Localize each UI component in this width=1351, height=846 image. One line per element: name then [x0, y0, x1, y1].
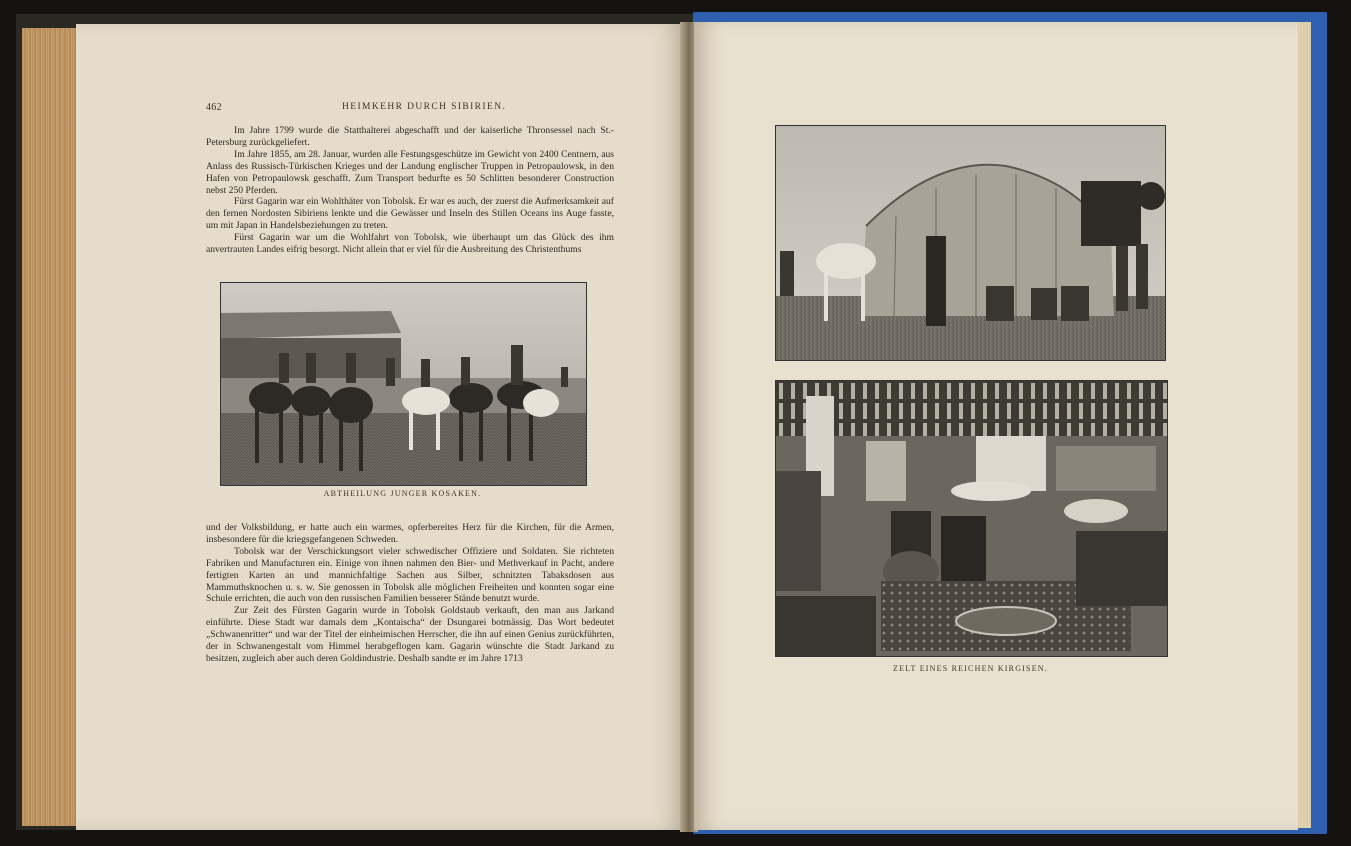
- paragraph: Zur Zeit des Fürsten Gagarin wurde in Tobolsk Goldstaub verkauft, den man aus Jarkand einführte. Diese Stadt war damals dem „Kontaischa“ der Dsungarei botmässig. Das Wort bedeutet „Schwanenritter“ und war der Titel der einheimischen Herrscher, die ihn auf einen Genius zurückführten, der in Schwanengestalt vom Himmel herabgeflogen kam. Gagarin wünschte die Stadt Jarkand zu besitzen, zugleich aber auch deren Goldindustrie. Deshalb sandte er im Jahre 1713: [206, 605, 614, 664]
- paragraph: und der Volksbildung, er hatte auch ein warmes, opferbereites Herz für die Kirchen, für die Armen, insbesondere für die kriegsgefangenen Schweden.: [206, 522, 614, 545]
- paragraph: Im Jahre 1855, am 28. Januar, wurden alle Festungsgeschütze im Gewicht von 2400 Centnern, aus Anlass des Russisch-Türkischen Krieges und der Landung englischer Truppen in Petropaulowsk, in den Hafen von Petropaulowsk geschafft. Zum Transport bedurfte es 50 Schlitten besonderer Construction nebst 250 Pferden.: [206, 148, 614, 196]
- paragraph: Fürst Gagarin war ein Wohlthäter von Tobolsk. Er war es auch, der zuerst die Aufmerksamkeit auf den fernen Nordosten Sibiriens lenkte und die Gewässer und Inseln des Stillen Oceans ins Auge fasste, um mit Japan in Handelsbeziehungen zu treten.: [206, 196, 614, 232]
- yurt-exterior-illustration: [775, 125, 1166, 361]
- paragraph: Fürst Gagarin war um die Wohlfahrt von Tobolsk, wie überhaupt um das Glück des ihm anvertrauten Landes eifrig besorgt. Nicht allein that er viel für die Ausbreitung des Christenthums: [206, 232, 614, 256]
- bottom-text-block: [206, 522, 614, 665]
- yurt-interior-engraving: [776, 381, 1167, 656]
- cossacks-caption: ABTHEILUNG JUNGER KOSAKEN.: [323, 489, 482, 498]
- yurt-interior-illustration: [775, 380, 1168, 657]
- page-number: 462: [206, 102, 222, 113]
- paragraph: Im Jahre 1799 wurde die Statthalterei abgeschafft und der kaiserliche Thronsessel nach St.-Petersburg zurückgeliefert.: [206, 125, 614, 148]
- yurt-interior-caption: ZELT EINES REICHEN KIRGISEN.: [893, 664, 1048, 673]
- yurt-exterior-engraving: [776, 126, 1165, 360]
- left-page-edges: [22, 28, 82, 826]
- cossacks-engraving: [221, 283, 586, 485]
- top-text-block: [206, 125, 614, 256]
- cossacks-illustration: [220, 282, 587, 486]
- running-head: HEIMKEHR DURCH SIBIRIEN.: [342, 102, 507, 112]
- paragraph: Tobolsk war der Verschickungsort vieler schwedischer Offiziere und Soldaten. Sie richteten Fabriken und Manufacturen ein. Einige von ihnen nahmen den Bier- und Methverkauf in Pacht, andere fertigten Karten an und mannichfaltige Sachen aus Silber, schnitzten Tabaksdosen aus Mammuthsknochen u. s. w. Sie genossen in Tobolsk alle möglichen Freiheiten und konnten sogar eine Schule errichten, die auch von den russischen Familien besserer Stände benutzt wurde.: [206, 545, 614, 605]
